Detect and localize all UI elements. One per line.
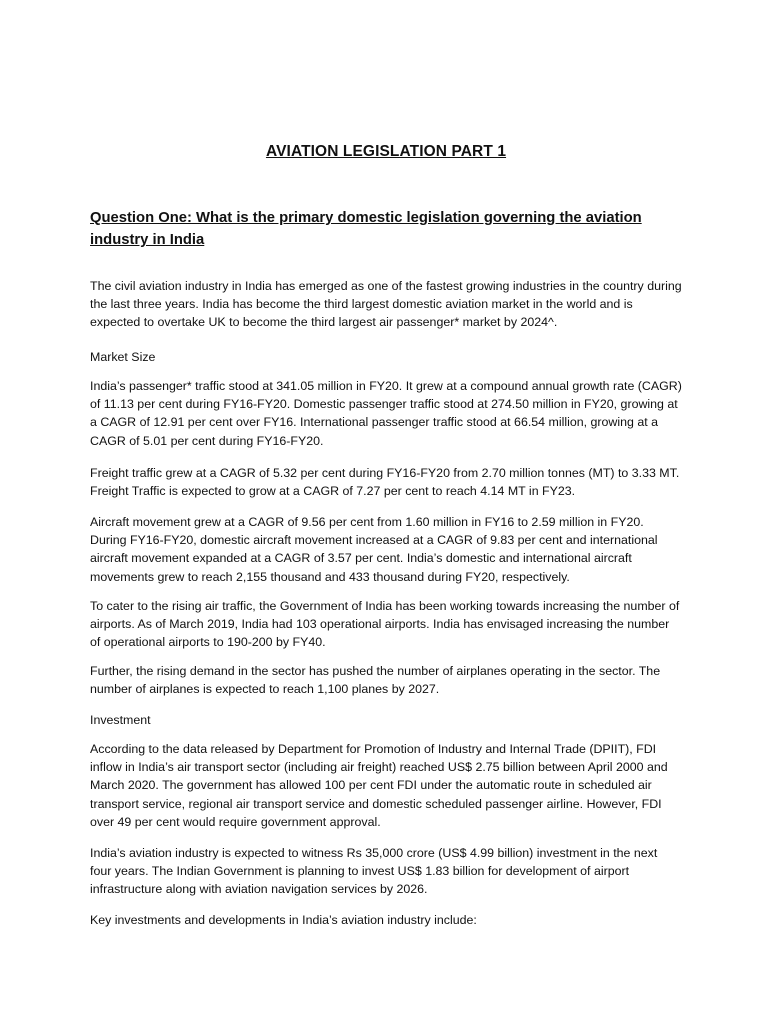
question-heading: Question One: What is the primary domestic legislation governing the aviation industry in India: [90, 210, 642, 248]
key-investments-paragraph: Key investments and developments in India’s aviation industry include:: [90, 913, 477, 927]
market-size-heading: Market Size: [90, 350, 156, 364]
document-title: AVIATION LEGISLATION PART 1: [265, 143, 507, 160]
airplanes-paragraph: Further, the rising demand in the sector has pushed the number of airplanes operating in the sector. The number of airplanes is expected to reach 1,100 planes by 2027.: [90, 664, 661, 697]
passenger-traffic-paragraph: India’s passenger* traffic stood at 341.05 million in FY20. It grew at a compound annual growth rate (CAGR) of 11.13 per cent during FY16-FY20. Domestic passenger traffic stood at 274.50 million in FY20, growing at a CAGR of 12.91 per cent over FY16. International passenger traffic stood at 66.54 million, growing at a CAGR of 5.01 per cent during FY16-FY20.: [90, 379, 682, 448]
investment-paragraph: India’s aviation industry is expected to witness Rs 35,000 crore (US$ 4.99 billion) investment in the next four years. The Indian Government is planning to invest US$ 1.83 billion for development of airport infrastructure along with aviation navigation services by 2026.: [90, 846, 658, 897]
airports-paragraph: To cater to the rising air traffic, the Government of India has been working towards increasing the number of airports. As of March 2019, India had 103 operational airports. India has envisaged increasing the number of operational airports to 190-200 by FY40.: [90, 599, 680, 650]
intro-paragraph: The civil aviation industry in India has emerged as one of the fastest growing industries in the country during the last three years. India has become the third largest domestic aviation market in the world and is expected to overtake UK to become the third largest air passenger* market by 2024^.: [90, 279, 682, 330]
investment-heading: Investment: [90, 713, 151, 727]
aircraft-movement-paragraph: Aircraft movement grew at a CAGR of 9.56 per cent from 1.60 million in FY16 to 2.59 million in FY20. During FY16-FY20, domestic aircraft movement increased at a CAGR of 9.83 per cent and international aircraft movement expanded at a CAGR of 3.57 per cent. India’s domestic and international aircraft movements grew to reach 2,155 thousand and 433 thousand during FY20, respectively.: [90, 515, 658, 584]
fdi-paragraph: According to the data released by Department for Promotion of Industry and Internal Trade (DPIIT), FDI inflow in India’s air transport sector (including air freight) reached US$ 2.75 billion between April 2000 and March 2020. The government has allowed 100 per cent FDI under the automatic route in scheduled air transport service, regional air transport service and domestic scheduled passenger airline. However, FDI over 49 per cent would require government approval.: [90, 742, 668, 829]
freight-traffic-paragraph: Freight traffic grew at a CAGR of 5.32 per cent during FY16-FY20 from 2.70 million tonnes (MT) to 3.33 MT. Freight Traffic is expected to grow at a CAGR of 7.27 per cent to reach 4.14 MT in FY23.: [90, 466, 680, 499]
